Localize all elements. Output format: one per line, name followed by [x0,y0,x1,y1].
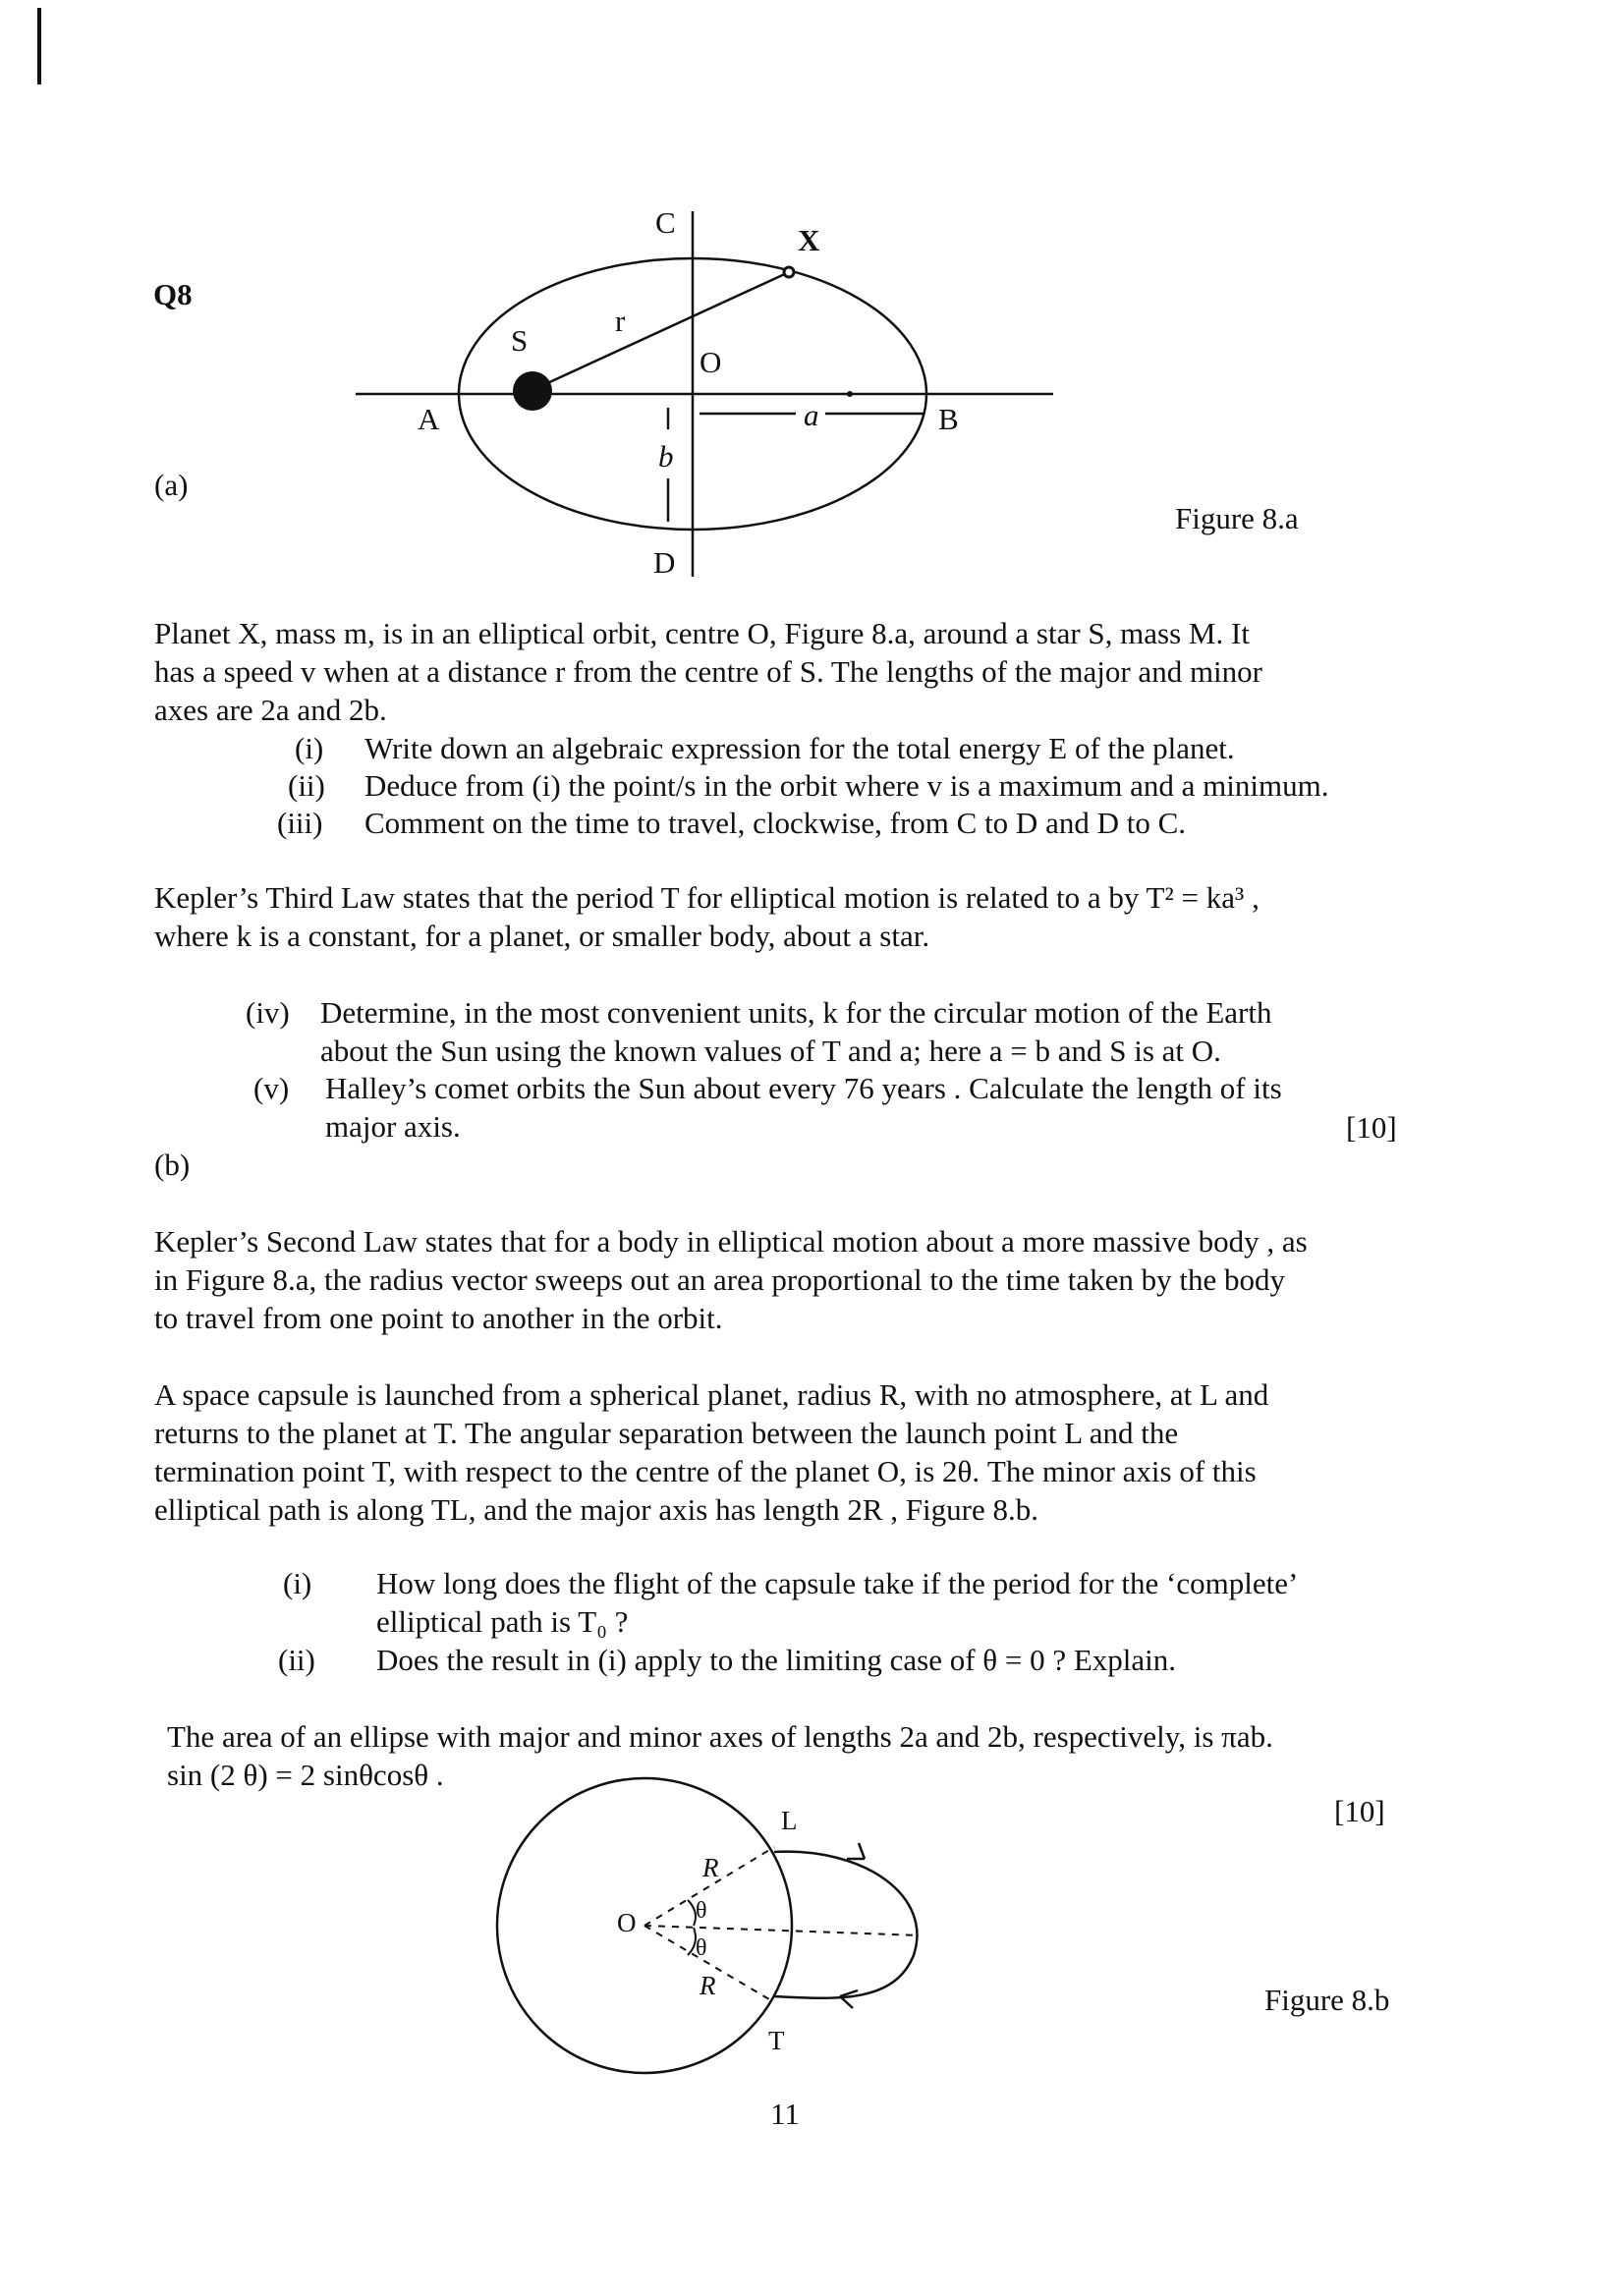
figure-8b-caption: Figure 8.b [1264,1983,1390,2017]
radius-vector-r [532,272,789,390]
major-axis-dashed [644,1926,919,1935]
part-b-marks: [10] [1334,1794,1385,1828]
kepler-second-law [154,1222,1308,1337]
intro-line-1: Planet X, mass m, is in an elliptical orbit, centre O, Figure 8.a, around a star S, mass M. It [154,616,1250,650]
item-b-i-text [376,1564,1298,1641]
label-l: L [781,1806,798,1835]
item-a-iii-text: Comment on the time to travel, clockwise, from C to D and D to C. [364,806,1187,840]
kepler-second-line-3: to travel from one point to another in the orbit. [154,1301,723,1335]
label-b-point: B [938,402,959,436]
capsule-path [774,1852,917,1998]
item-a-v-num: (v) [253,1071,290,1105]
item-b-i-line-1: How long does the flight of the capsule take if the period for the ‘complete’ [376,1566,1299,1600]
item-b-ii-text: Does the result in (i) apply to the limiting case of θ = 0 ? Explain. [376,1643,1177,1677]
kepler-second-line-1: Kepler’s Second Law states that for a body in elliptical motion about a more massive body , as [154,1224,1308,1259]
figure-8b-capsule-diagram [472,1768,943,2093]
label-x: X [798,223,820,257]
part-a-marks: [10] [1346,1110,1397,1145]
item-a-v-text [325,1069,1282,1146]
focus-dot [847,391,853,397]
label-b-semi: b [658,439,674,474]
part-b-label: (b) [154,1148,191,1182]
label-r: r [615,304,626,338]
item-b-i-line-2: elliptical path is T₀ ? [376,1604,629,1639]
angle-arc-upper [688,1900,696,1926]
angle-arc-lower [688,1928,696,1955]
kepler-third-law [154,878,1260,955]
item-a-iv-text [320,993,1271,1070]
label-a-semi: a [804,398,819,432]
label-theta-upper: θ [696,1898,707,1924]
label-r-upper: R [702,1853,719,1882]
figure-8a-orbit-diagram [344,201,1071,585]
hint-line-1: The area of an ellipse with major and minor axes of lengths 2a and 2b, respectively, is πab. [167,1719,1273,1754]
part-a-label: (a) [154,468,189,502]
label-r-lower: R [700,1971,716,2000]
capsule-line-1: A space capsule is launched from a spherical planet, radius R, with no atmosphere, at L and [154,1377,1269,1412]
item-a-v-line-2: major axis. [325,1109,461,1144]
question-number: Q8 [153,277,193,311]
intro-line-2: has a speed v when at a distance r from the centre of S. The lengths of the major and minor [154,654,1262,689]
capsule-line-2: returns to the planet at T. The angular separation between the launch point L and the [154,1416,1179,1450]
scan-mark [37,8,41,84]
label-t: T [768,2026,785,2055]
capsule-paragraph [154,1375,1268,1529]
item-a-iv-line-2: about the Sun using the known values of T and a; here a = b and S is at O. [320,1034,1221,1068]
label-theta-lower: θ [696,1935,707,1961]
label-o: O [617,1908,637,1937]
item-a-ii-num: (ii) [288,768,325,803]
item-a-iv-line-1: Determine, in the most convenient units, k for the circular motion of the Earth [320,995,1272,1030]
part-a-intro [154,614,1262,729]
planet-x-dot [784,267,794,277]
arrow-head-upper [847,1843,865,1859]
capsule-line-3: termination point T, with respect to the centre of the planet O, is 2θ. The minor axis of this [154,1454,1257,1488]
figure-8a-caption: Figure 8.a [1175,501,1299,535]
label-a-point: A [418,402,440,436]
label-c: C [655,205,676,240]
kepler-third-line-1: Kepler’s Third Law states that the period T for elliptical motion is related to a by T² = ka³ , [154,880,1260,915]
item-b-ii-num: (ii) [278,1643,315,1677]
item-a-i-num: (i) [295,731,324,765]
kepler-third-line-2: where k is a constant, for a planet, or smaller body, about a star. [154,919,930,953]
intro-line-3: axes are 2a and 2b. [154,693,387,727]
item-a-v-line-1: Halley’s comet orbits the Sun about every 76 years . Calculate the length of its [325,1071,1282,1105]
label-d: D [653,545,676,580]
label-o: O [700,345,722,379]
capsule-line-4: elliptical path is along TL, and the major axis has length 2R , Figure 8.b. [154,1492,1038,1527]
item-a-iv-num: (iv) [246,995,290,1030]
star-s-dot [513,371,552,411]
kepler-second-line-2: in Figure 8.a, the radius vector sweeps out an area proportional to the time taken by the body [154,1262,1285,1297]
item-b-i-num: (i) [283,1566,312,1600]
hint-line-2: sin (2 θ) = 2 sinθcosθ . [167,1758,444,1792]
item-a-iii-num: (iii) [277,806,323,840]
item-a-ii-text: Deduce from (i) the point/s in the orbit where v is a maximum and a minimum. [364,768,1329,803]
label-s: S [511,323,529,358]
item-a-i-text: Write down an algebraic expression for the total energy E of the planet. [364,731,1235,765]
arrow-head-lower [840,1990,858,2008]
page-number: 11 [770,2097,800,2131]
